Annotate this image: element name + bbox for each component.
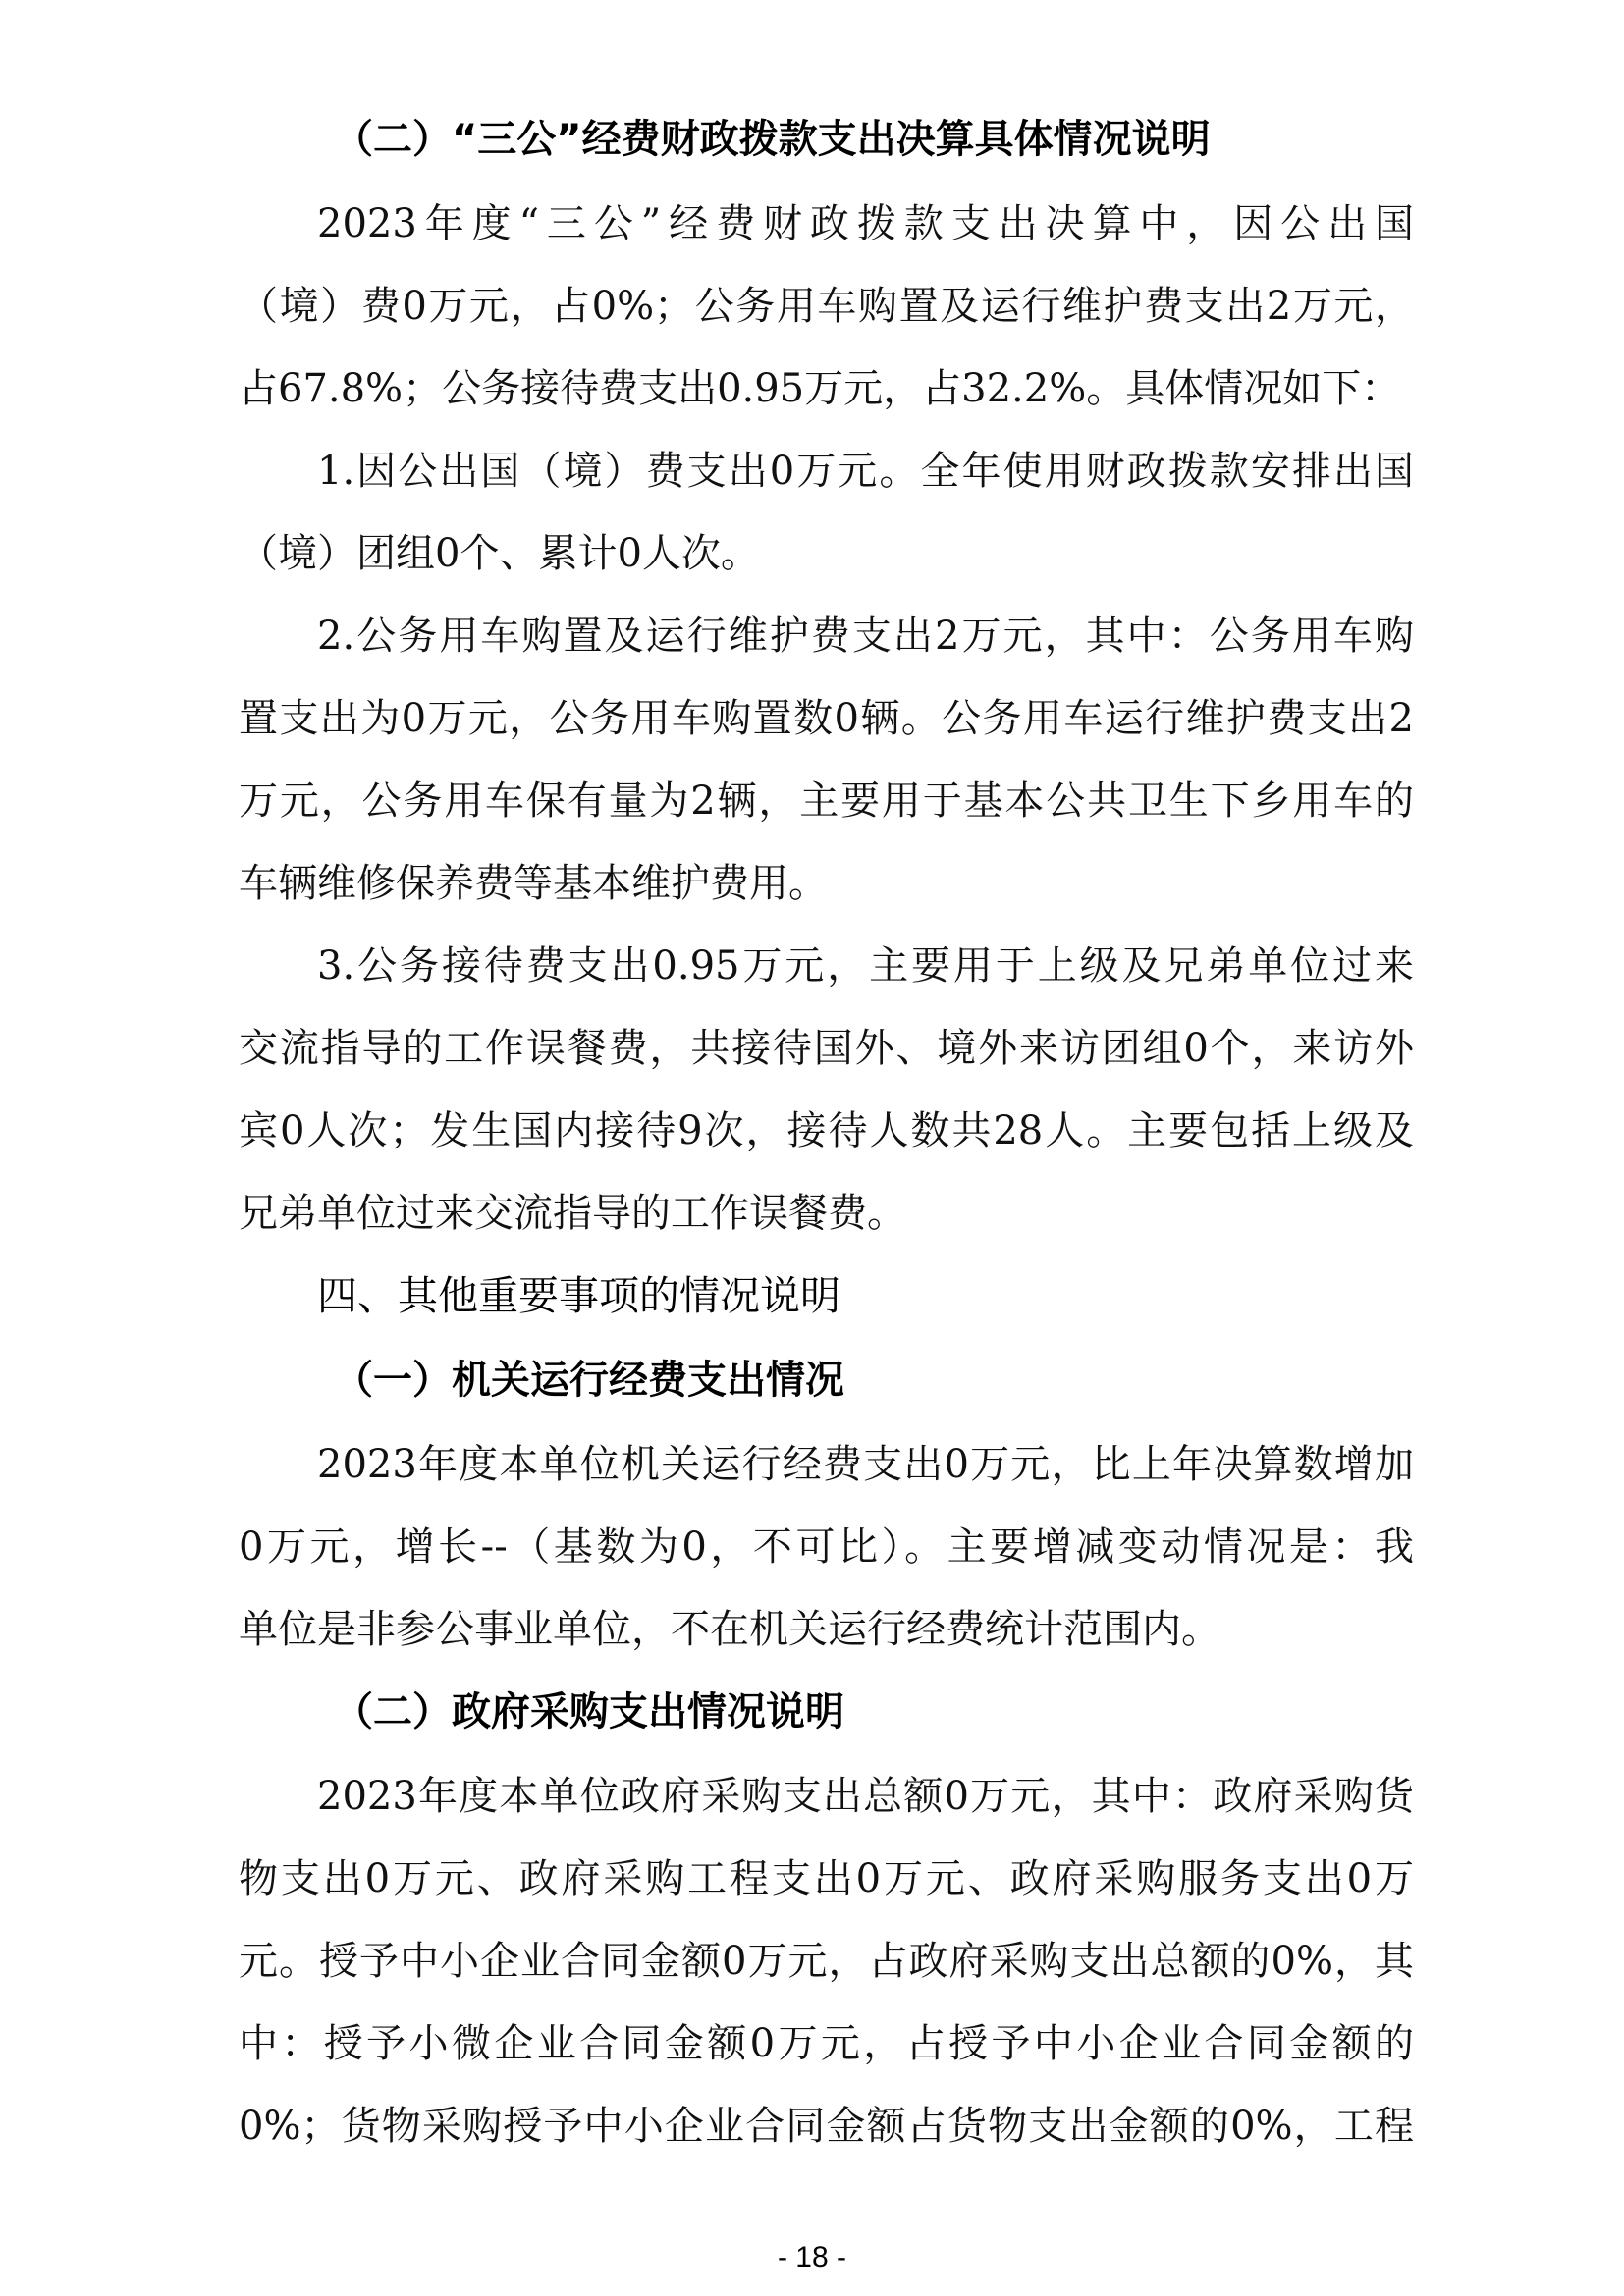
paragraph-line: 宾0人次；发生国内接待9次，接待人数共28人。主要包括上级及 — [239, 1108, 1414, 1153]
paragraph-line: （境）团组0个、累计0人次。 — [239, 531, 760, 576]
paragraph-line: （境）费0万元，占0%；公务用车购置及运行维护费支出2万元， — [239, 284, 1414, 329]
paragraph-line: 1.因公出国（境）费支出0万元。全年使用财政拨款安排出国 — [317, 449, 1414, 494]
paragraph-line: 兄弟单位过来交流指导的工作误餐费。 — [239, 1191, 906, 1236]
paragraph-line: 2023年度本单位机关运行经费支出0万元，比上年决算数增加 — [317, 1442, 1414, 1487]
paragraph-line: 0%；货物采购授予中小企业合同金额占货物支出金额的0%，工程 — [239, 2104, 1414, 2149]
paragraph-line: 置支出为0万元，公务用车购置数0辆。公务用车运行维护费支出2 — [239, 696, 1414, 741]
page-number: - 18 - — [777, 2241, 847, 2273]
paragraph-line: 万元，公务用车保有量为2辆，主要用于基本公共卫生下乡用车的 — [239, 778, 1414, 824]
paragraph-line: 3.公务接待费支出0.95万元，主要用于上级及兄弟单位过来 — [317, 943, 1414, 988]
paragraph-line: 元。授予中小企业合同金额0万元，占政府采购支出总额的0%，其 — [239, 1939, 1414, 1984]
paragraph-line: 2023年度“三公”经费财政拨款支出决算中，因公出国 — [317, 201, 1414, 246]
paragraph-line: 交流指导的工作误餐费，共接待国外、境外来访团组0个，来访外 — [239, 1026, 1414, 1071]
paragraph-line: 车辆维修保养费等基本维护费用。 — [239, 861, 828, 906]
paragraph-line: 中：授予小微企业合同金额0万元，占授予中小企业合同金额的 — [239, 2021, 1414, 2066]
paragraph-line: 0万元，增长--（基数为0，不可比）。主要增减变动情况是：我 — [239, 1524, 1414, 1570]
subsection-heading-procurement: （二）政府采购支出情况说明 — [334, 1689, 844, 1735]
paragraph-line: 2023年度本单位政府采购支出总额0万元，其中：政府采购货 — [317, 1774, 1414, 1819]
paragraph-line: 2.公务用车购置及运行维护费支出2万元，其中：公务用车购 — [317, 614, 1414, 659]
section-heading-other-matters: 四、其他重要事项的情况说明 — [317, 1272, 840, 1319]
paragraph-line: 物支出0万元、政府采购工程支出0万元、政府采购服务支出0万 — [239, 1856, 1414, 1901]
section-heading-sangong-details: （二）“三公”经费财政拨款支出决算具体情况说明 — [334, 117, 1211, 162]
paragraph-line: 单位是非参公事业单位，不在机关运行经费统计范围内。 — [239, 1607, 1220, 1652]
subsection-heading-operating-expenses: （一）机关运行经费支出情况 — [334, 1358, 844, 1403]
paragraph-line: 占67.8%；公务接待费支出0.95万元，占32.2%。具体情况如下： — [239, 366, 1401, 411]
